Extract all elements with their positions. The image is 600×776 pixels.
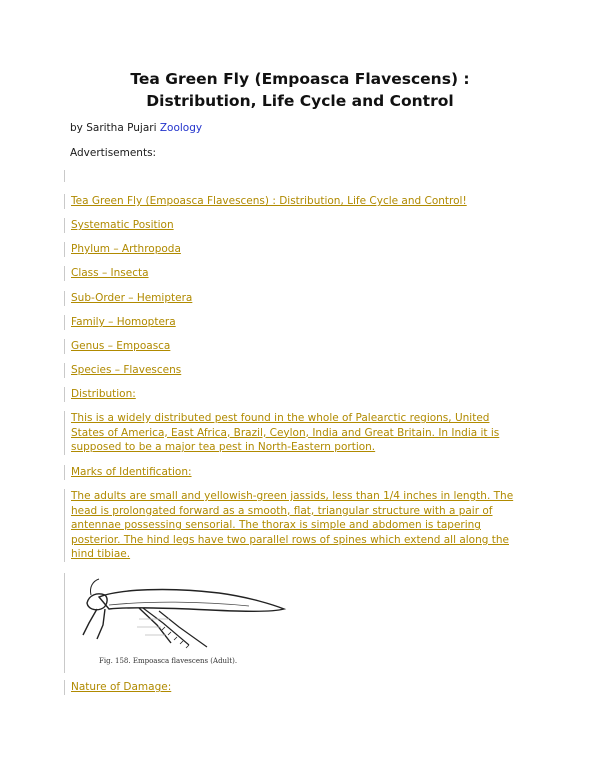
insect-figure [64, 573, 295, 673]
category-link[interactable]: Zoology [159, 122, 203, 134]
link-species[interactable] [64, 363, 541, 378]
marks-paragraph[interactable] [64, 489, 541, 562]
link-systematic-position-text[interactable]: Systematic Position [71, 219, 174, 231]
marks-line-3[interactable]: antennae possessing sensorial. The thorax is simple and abdomen is tapering [71, 519, 481, 532]
link-distribution[interactable] [64, 387, 541, 402]
link-title[interactable] [64, 194, 541, 209]
tea-green-fly-illustration [79, 575, 289, 657]
distribution-line-1[interactable]: This is a widely distributed pest found in the whole of Palearctic regions, United [71, 412, 490, 424]
marks-line-2[interactable]: head is prolongated forward as a smooth, flat, triangular structure with a pair of [71, 504, 493, 517]
link-phylum[interactable] [64, 242, 541, 257]
distribution-line-2[interactable]: States of America, East Africa, Brazil, Ceylon, India and Great Britain. In India it is [71, 426, 500, 439]
link-family-text[interactable]: Family – Homoptera [71, 316, 176, 328]
link-title-text[interactable]: Tea Green Fly (Empoasca Flavescens) : Distribution, Life Cycle and Control! [71, 195, 467, 207]
link-class[interactable] [64, 266, 541, 281]
title-line-1: Tea Green Fly (Empoasca Flavescens) : [130, 70, 470, 88]
marks-line-4[interactable]: posterior. The hind legs have two parallel rows of spines which extend all along the [71, 533, 509, 546]
nature-heading-text[interactable]: Nature of Damage: [71, 681, 172, 693]
link-species-text[interactable]: Species – Flavescens [71, 364, 182, 376]
title-line-2: Distribution, Life Cycle and Control [146, 92, 454, 110]
marks-line-5[interactable]: hind tibiae. [71, 548, 131, 561]
distribution-line-3[interactable]: supposed to be a major tea pest in North-Eastern portion. [71, 441, 376, 454]
link-sub-order[interactable] [64, 291, 541, 306]
marks-heading-text[interactable]: Marks of Identification: [71, 466, 192, 478]
link-genus-text[interactable]: Genus – Empoasca [71, 340, 171, 352]
advertisements-label: Advertisements: [70, 147, 157, 159]
page-title [0, 68, 600, 112]
link-marks-of-identification[interactable] [64, 465, 541, 480]
empty-ad-slot [64, 170, 541, 182]
link-sub-order-text[interactable]: Sub-Order – Hemiptera [71, 292, 193, 304]
link-class-text[interactable]: Class – Insecta [71, 267, 149, 279]
author-name: by Saritha Pujari [70, 122, 157, 134]
marks-line-1[interactable]: The adults are small and yellowish-green jassids, less than 1/4 inches in length. The [71, 490, 514, 502]
link-systematic-position[interactable] [64, 218, 541, 233]
distribution-paragraph[interactable] [64, 411, 541, 455]
link-phylum-text[interactable]: Phylum – Arthropoda [71, 243, 181, 255]
byline [70, 121, 202, 135]
link-genus[interactable] [64, 339, 541, 354]
link-distribution-text[interactable]: Distribution: [71, 388, 136, 400]
link-family[interactable] [64, 315, 541, 330]
link-nature-of-damage[interactable] [64, 680, 541, 695]
figure-caption: Fig. 158. Empoasca flavescens (Adult). [99, 657, 238, 665]
